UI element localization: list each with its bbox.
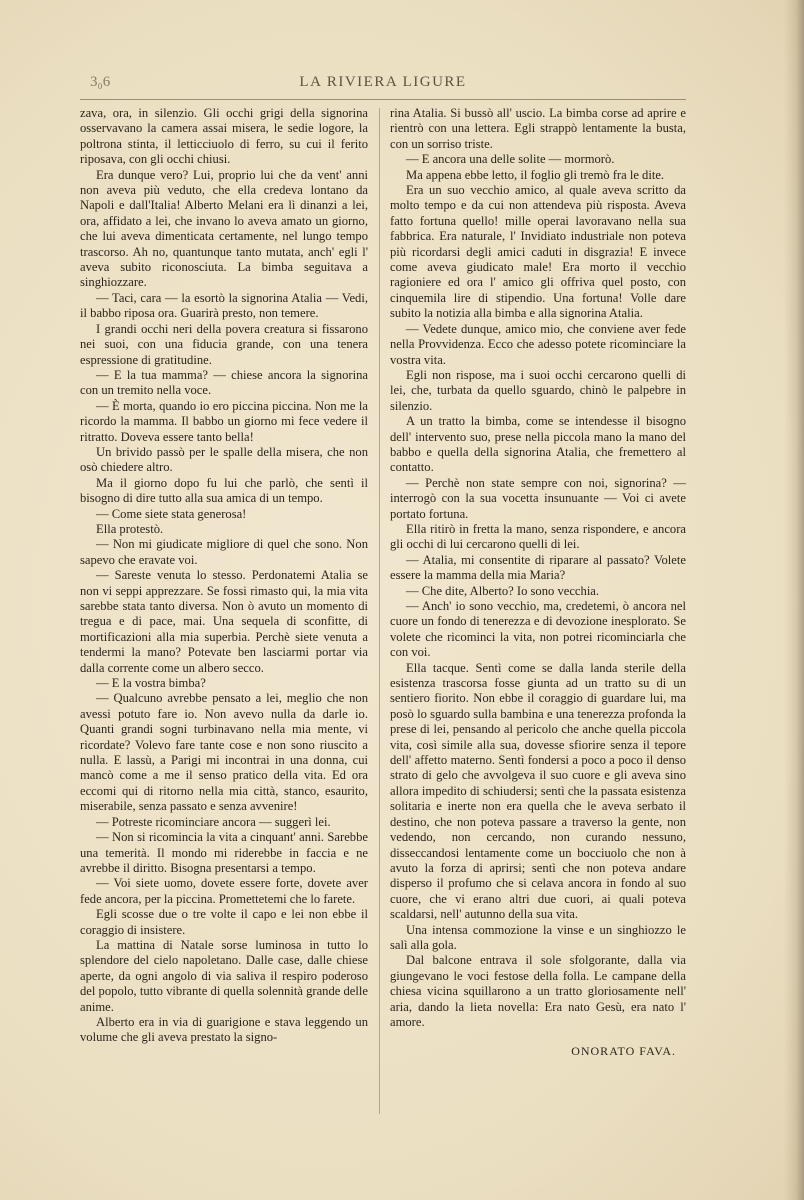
paragraph: — Che dite, Alberto? Io sono vecchia. [406,583,600,598]
paragraph: — Vedete dunque, amico mio, che conviene aver fede nella Provvidenza. Ecco che adesso potete ricominciare la vostra vita. [390,321,686,367]
paragraph: Ella protestò. [96,521,164,536]
paragraph: Ma appena ebbe letto, il foglio gli tremò fra le dite. [406,167,665,182]
paragraph: Egli non rispose, ma i suoi occhi cercarono quelli di lei, che, turbata da quello sguardo, chinò le palpebre in silenzio. [390,367,686,413]
paragraph: — Non si ricomincia la vita a cinquant' anni. Sarebbe una temerità. Il mondo mi riderebbe in faccia e ne avrebbe il diritto. Bisogna presentarsi a tempo. [80,830,368,875]
paragraph: — È morta, quando io ero piccina piccina. Non me la ricordo la mamma. Il babbo un giorno mi fece vedere il ritratto. Doveva essere tanto bella! [80,398,368,444]
paragraph: — Qualcuno avrebbe pensato a lei, meglio che non avessi potuto fare io. Non avevo nulla da darle io. Quanti grandi sogni turbinavano nella mia mente, vi ricordate? Volevo fare tante cose e non sono riuscito a nulla. E lassù, a Parigi mi incontrai in una donna, cui mancò come a me il senso pratico della vita. Ed ora eccomi qui di ritorno nella mia città, stanco, esaurito, miserabile, senza passato e senza avvenire! [80,691,368,814]
paragraph: Un brivido passò per le spalle della misera, che non osò chiedere altro. [80,444,368,475]
paragraph: — Taci, cara — la esortò la signorina Atalia — Vedi, il babbo riposa ora. Guarirà presto, non temere. [80,290,368,321]
page-number: 3₀6 [90,74,111,90]
paragraph: — Voi siete uomo, dovete essere forte, dovete aver fede ancora, per la piccina. Promettetemi che lo farete. [80,876,368,906]
paragraph: — E ancora una delle solite — mormorò. [406,152,615,167]
paragraph: — Come siete stata generosa! [96,506,247,521]
paragraph: — Perchè non state sempre con noi, signorina? — interrogò con la sua vocetta insunuante — Voi ci avete portato fortuna. [390,475,686,521]
paragraph: Egli scosse due o tre volte il capo e lei non ebbe il coraggio di insistere. [80,907,368,937]
paragraph: — E la tua mamma? — chiese ancora la signorina con un tremito nella voce. [80,367,368,398]
paragraph: Una intensa commozione la vinse e un singhiozzo le salì alla gola. [390,922,686,952]
page-edge-shadow [784,0,804,1200]
page-header [80,74,686,92]
right-column [390,106,686,1060]
paragraph: — Atalia, mi consentite di riparare al passato? Volete essere la mamma della mia Maria? [390,552,686,583]
left-column [80,106,368,1046]
paragraph: Era dunque vero? Lui, proprio lui che da vent' anni non aveva più veduto, che ella credeva lontano da Napoli e dall'Italia! Alberto Melani era lì dinanzi a lei, ora, affidato a lei, che invano lo aveva amato un giorno, che lui aveva dimenticata certamente, nel lungo tempo trascorso. Ah no, quantunque tanto mutata, anch' egli l' aveva subito riconosciuta. La bimba seguitava a singhiozzare. [80,167,368,290]
paragraph: A un tratto la bimba, come se intendesse il bisogno dell' intervento suo, prese nella piccola mano la mano del babbo e quella della signorina Atalia, che fremettero al contatto. [390,414,686,475]
paragraph: La mattina di Natale sorse luminosa in tutto lo splendore del cielo napoletano. Dalle case, dalle chiese aperte, da ogni angolo di via saliva il respiro poderoso del popolo, tutto vibrante di quella solennità grande delle anime. [80,937,368,1014]
column-divider [379,108,380,1114]
paragraph: Era un suo vecchio amico, al quale aveva scritto da molto tempo e da cui non attendeva più risposta. Aveva fatto fortuna quello! mille operai lavoravano nella sua fabbrica. Era naturale, l' Invidiato industriale non poteva più ricordarsi degli amici caduti in disgrazia! E invece come aveva giudicato male! Era morto il vecchio ragioniere ed ora l' amico gli offriva quel posto, con cinquemila lire di stipendio. Una fortuna! Volle dare subito la notizia alla bimba e alla signorina Atalia. [390,183,686,321]
author-signature: ONORATO FAVA. [571,1044,676,1059]
paragraph: — E la vostra bimba? [96,676,206,691]
paragraph: — Sareste venuta lo stesso. Perdonatemi Atalia se non vi seppi apprezzare. Se fossi rimasto qui, la mia vita sarebbe stata tanto diversa. Non ò avuto un momento di tregua e di pace, mai. Una sequela di sconfitte, di mortificazioni alla mia superbia. Perchè siete venuta a tendermi la mano? Potevate ben lasciarmi portar via dalla corrente come un albero secco. [80,568,368,675]
paragraph: rina Atalia. Si bussò all' uscio. La bimba corse ad aprire e rientrò con una lettera. Egli strappò lentamente la busta, con un sorriso triste. [390,106,686,151]
paragraph: zava, ora, in silenzio. Gli occhi grigi della signorina osservavano la camera assai misera, le sedie logore, la poltrona stinta, il letticciuolo di ferro, su cui il ferito riposava, con gli occhi chiusi. [80,106,368,167]
paragraph: — Potreste ricominciare ancora — suggerì lei. [96,814,331,829]
header-rule [80,99,686,100]
paragraph: Ma il giorno dopo fu lui che parlò, che sentì il bisogno di dire tutto alla sua amica di un tempo. [80,475,368,506]
paragraph: Ella tacque. Sentì come se dalla landa sterile della esistenza trascorsa fosse giunta ad un tratto su di un sentiero fiorito. Non ebbe il coraggio di guardare lui, ma posò lo sguardo sulla bambina e una tenerezza profonda la prese di lei, pensando al pericolo che anche quella piccola vita, così simile alla sua, dovesse sfiorire senza il tepore dell' affetto materno. Sentì fondersi a poco a poco il denso strato di gelo che avvolgeva il suo cuore e gli aveva sino allora impedito di schiudersi; sentì che la passata esistenza solitaria e inerte non era quella che le aveva serbato il destino, che non poteva passare a traverso la gente, non vedendo, non cercando, non curando nessuno, disseccandosi lentamente come un bocciuolo che non à avuto la forza di aprirsi; sentì che non poteva andare disperso il profumo che si celava ancora in fondo al suo cuore, che vi erano altri due cuori, ai quali poteva scaldarsi, nell' autunno della sua vita. [390,660,686,922]
running-title: LA RIVIERA LIGURE [299,74,467,90]
paragraph: — Non mi giudicate migliore di quel che sono. Non sapevo che eravate voi. [80,537,368,567]
paragraph: I grandi occhi neri della povera creatura si fissarono nei suoi, con una fiducia grande, con una tenera espressione di gratitudine. [80,321,368,367]
paragraph: Dal balcone entrava il sole sfolgorante, dalla via giungevano le voci festose della folla. Le campane della chiesa vicina squillarono a un tratto gloriosamente nell' aria, dando la lieta novella: Era nato Gesù, era nato l' amore. [390,953,686,1029]
paragraph: Ella ritirò in fretta la mano, senza rispondere, e ancora gli occhi di lui cercarono quelli di lei. [390,521,686,552]
paragraph: Alberto era in via di guarigione e stava leggendo un volume che gli aveva prestato la signo- [80,1014,368,1045]
paragraph: — Anch' io sono vecchio, ma, credetemi, ò ancora nel cuore un fondo di tenerezza e di devozione inesplorato. Se volete che ricominci la vita, non potrei ricominciarla che con voi. [390,599,686,660]
